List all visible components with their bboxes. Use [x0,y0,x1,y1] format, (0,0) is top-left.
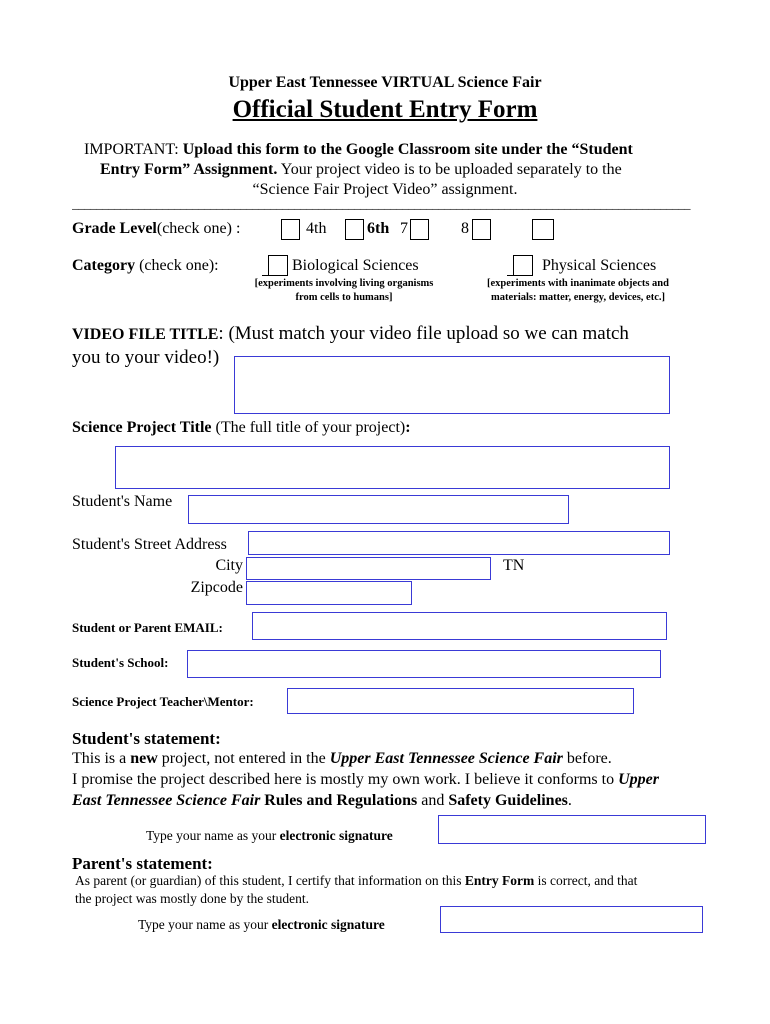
parent-statement-heading: Parent's statement: [72,854,213,873]
phys-checkbox[interactable] [513,255,533,276]
ss-l3d: Safety Guidelines [448,792,568,809]
student-statement-line-2 [72,771,659,789]
phys-label: Physical Sciences [542,257,657,274]
ps-l1a: As parent (or guardian) of this student, I certify that information on this [75,873,465,888]
category-label-rest: (check one): [139,257,219,274]
teacher-label: Science Project Teacher\Mentor: [72,694,254,709]
ss-l3b: Rules and Regulations [260,792,418,809]
parent-statement-line-1 [75,873,637,889]
state-text: TN [503,557,525,574]
video-label-line-1 [72,323,629,345]
student-signature-label [146,828,393,844]
city-field[interactable] [246,557,491,580]
phys-desc-2: materials: matter, energy, devices, etc.] [491,292,665,303]
category-label [72,257,219,275]
grade-4-label: 4th [306,220,327,237]
category-label-bold: Category [72,257,136,274]
bio-checkbox[interactable] [268,255,288,276]
video-label-line-2: you to your video!) [72,347,220,368]
grade-extra-checkbox[interactable] [532,219,554,240]
project-label-bold: Science Project Title [72,419,212,436]
student-signature-field[interactable] [438,815,706,844]
parent-signature-label [138,917,385,933]
grade-4-checkbox[interactable] [281,219,300,240]
important-lead: IMPORTANT: [84,141,179,158]
parent-statement-line-2: the project was mostly done by the student. [75,891,309,906]
phys-desc-1: [experiments with inanimate objects and [487,278,669,289]
ps-sig-a: Type your name as your [138,917,272,932]
important-line-1 [84,141,633,159]
form-title: Official Student Entry Form [232,96,538,123]
video-label-rest-1: : (Must match your video file upload so we can match [218,323,629,344]
ss-l1c: project, not entered in the [157,750,330,767]
ss-l2a: I promise the project described here is mostly my own work. I believe it conforms to [72,771,619,788]
email-field[interactable] [252,612,667,640]
project-label-colon: : [405,419,411,436]
bio-label: Biological Sciences [292,257,419,274]
student-name-field[interactable] [188,495,569,524]
street-address-field[interactable] [248,531,670,555]
ss-l1d: Upper East Tennessee Science Fair [329,750,563,767]
ps-l1b: Entry Form [464,873,535,888]
ss-sig-b: electronic signature [279,828,393,843]
teacher-field[interactable] [287,688,634,714]
important-line-3: “Science Fair Project Video” assignment. [252,181,518,198]
zipcode-label: Zipcode [190,579,243,596]
street-address-label: Student's Street Address [72,536,227,553]
grade-8-label: 8 [461,220,469,237]
grade-label-bold: Grade Level [72,220,157,237]
parent-signature-field[interactable] [440,906,703,933]
ss-l2b: Upper [618,771,659,788]
project-label [72,419,411,437]
ss-l1e: before. [562,750,612,767]
school-field[interactable] [187,650,661,678]
grade-7-label: 7 [400,220,408,237]
important-line-2 [100,161,622,179]
video-title-field[interactable] [234,356,670,414]
bio-desc-2: from cells to humans] [295,292,393,303]
grade-6-label: 6th [367,220,390,237]
grade-label [72,220,240,238]
project-label-rest: (The full title of your project) [215,419,406,436]
student-statement-line-3 [72,792,572,810]
email-label: Student or Parent EMAIL: [72,620,223,635]
ss-sig-a: Type your name as your [146,828,280,843]
important-bold-1: Upload this form to the Google Classroom site under the “Student [182,141,633,158]
separator: _______________________________________________________________________________________________________ [72,196,690,211]
student-statement-heading: Student's statement: [72,729,221,748]
video-label-bold: VIDEO FILE TITLE [72,326,219,343]
zipcode-field[interactable] [246,581,412,605]
grade-8-checkbox[interactable] [472,219,491,240]
ps-l1c: is correct, and that [534,873,638,888]
ss-l3e: . [567,792,572,809]
ss-l1a: This is a [72,750,131,767]
important-bold-2: Entry Form” Assignment. [100,161,278,178]
ss-l1b: new [130,750,158,767]
ps-sig-b: electronic signature [271,917,385,932]
school-label: Student's School: [72,655,169,670]
project-title-field[interactable] [115,446,670,489]
grade-7-checkbox[interactable] [410,219,429,240]
grade-label-rest: (check one) : [156,220,241,237]
grade-6-checkbox[interactable] [345,219,364,240]
city-label: City [215,557,243,574]
student-statement-line-1 [72,750,612,768]
ss-l3a: East Tennessee Science Fair [72,792,261,809]
fair-name: Upper East Tennessee VIRTUAL Science Fair [228,74,542,91]
ss-l3c: and [417,792,449,809]
bio-desc-1: [experiments involving living organisms [254,278,434,289]
student-name-label: Student's Name [72,493,173,510]
important-rest-2: Your project video is to be uploaded separately to the [280,161,622,178]
